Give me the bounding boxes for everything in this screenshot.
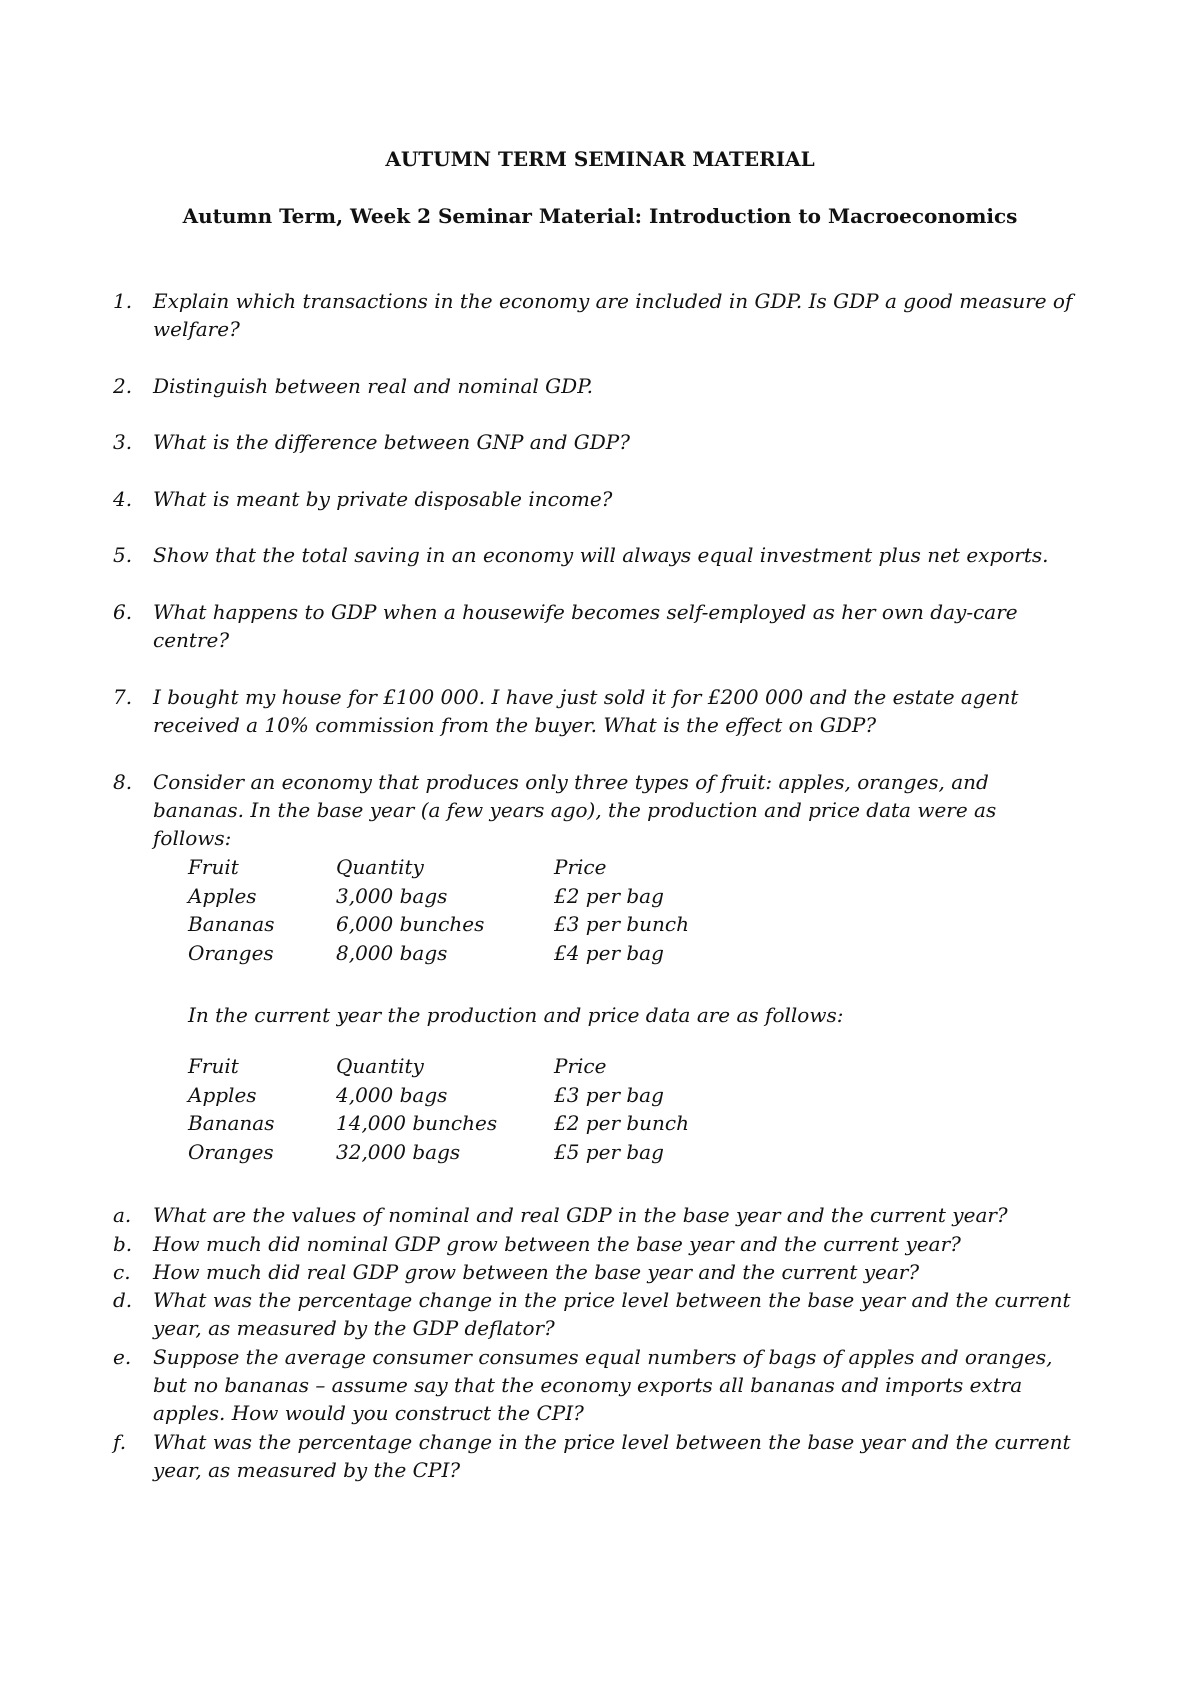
table-header-cell: Fruit bbox=[188, 1054, 239, 1078]
question-text: Distinguish between real and nominal GDP. bbox=[153, 374, 593, 398]
subquestion-letter: d. bbox=[113, 1288, 133, 1312]
table-cell: 14,000 bunches bbox=[336, 1111, 498, 1135]
table-row bbox=[188, 1081, 748, 1110]
question-text: Explain which transactions in the economy are included in GDP. Is GDP a good measure of welfare? bbox=[153, 289, 1073, 341]
table-row bbox=[188, 910, 748, 939]
subquestion-a bbox=[113, 1201, 1073, 1229]
question-5 bbox=[113, 541, 1073, 569]
base-year-table bbox=[188, 853, 748, 967]
question-1 bbox=[113, 287, 1073, 343]
table-header-cell: Fruit bbox=[188, 855, 239, 879]
question-3 bbox=[113, 428, 1073, 456]
table-row bbox=[188, 1138, 748, 1167]
question-number: 7. bbox=[113, 685, 133, 709]
subquestion-f bbox=[113, 1428, 1073, 1484]
table-cell: Apples bbox=[188, 883, 257, 908]
question-text: Show that the total saving in an economy will always equal investment plus net exports. bbox=[153, 543, 1049, 567]
table-row bbox=[188, 1109, 748, 1138]
question-text: What is meant by private disposable income? bbox=[153, 487, 613, 511]
question-7 bbox=[113, 683, 1073, 739]
subquestion-text: Suppose the average consumer consumes equal numbers of bags of apples and oranges, but no bananas – assume say that the economy exports all bananas and imports extra apples. How would you construct the CPI? bbox=[153, 1345, 1053, 1425]
table-cell: 8,000 bags bbox=[336, 940, 448, 965]
subquestion-e bbox=[113, 1343, 1073, 1427]
table-cell: 6,000 bunches bbox=[336, 912, 485, 936]
table-header-row bbox=[188, 1052, 748, 1081]
question-number: 4. bbox=[113, 487, 133, 511]
question-text: Consider an economy that produces only three types of fruit: apples, oranges, and bananas. In the base year (a few years ago), the production and price data were as follows: bbox=[153, 770, 997, 850]
table-cell: Oranges bbox=[188, 940, 274, 965]
document-title: AUTUMN TERM SEMINAR MATERIAL bbox=[385, 147, 815, 171]
question-6 bbox=[113, 598, 1073, 654]
subquestion-text: How much did nominal GDP grow between the base year and the current year? bbox=[153, 1232, 961, 1256]
question-8 bbox=[113, 768, 1073, 852]
subquestion-d bbox=[113, 1286, 1073, 1342]
table-cell: £3 per bag bbox=[554, 1082, 664, 1107]
table-cell: £3 per bunch bbox=[554, 912, 690, 936]
subquestion-letter: e. bbox=[113, 1345, 132, 1369]
subquestion-c bbox=[113, 1258, 1073, 1286]
table-cell: £5 per bag bbox=[554, 1139, 664, 1164]
subquestion-letter: f. bbox=[113, 1430, 127, 1454]
question-number: 5. bbox=[113, 543, 133, 567]
table-row bbox=[188, 939, 748, 968]
subquestion-letter: a. bbox=[113, 1203, 132, 1227]
document-subtitle: Autumn Term, Week 2 Seminar Material: Introduction to Macroeconomics bbox=[182, 204, 1018, 228]
table-header-row bbox=[188, 853, 748, 882]
question-number: 3. bbox=[113, 430, 133, 454]
subquestion-letter: c. bbox=[113, 1260, 131, 1284]
question-2 bbox=[113, 372, 1073, 400]
subquestion-letter: b. bbox=[113, 1232, 133, 1256]
question-4 bbox=[113, 485, 1073, 513]
table-cell: Bananas bbox=[188, 912, 275, 936]
table-cell: £2 per bunch bbox=[554, 1111, 690, 1135]
table-cell: Oranges bbox=[188, 1139, 274, 1164]
subquestion-b bbox=[113, 1230, 1073, 1258]
table-cell: Apples bbox=[188, 1082, 257, 1107]
question-number: 6. bbox=[113, 600, 133, 624]
subquestion-text: What was the percentage change in the price level between the base year and the current year, as measured by the CPI? bbox=[153, 1430, 1071, 1482]
question-number: 8. bbox=[113, 770, 133, 794]
question-text: I bought my house for £100 000. I have just sold it for £200 000 and the estate agent received a 10% commission from the buyer. What is the effect on GDP? bbox=[153, 685, 1019, 737]
current-year-intro: In the current year the production and price data are as follows: bbox=[188, 1003, 844, 1027]
table-header-cell: Quantity bbox=[336, 1054, 424, 1078]
subquestion-text: How much did real GDP grow between the base year and the current year? bbox=[153, 1260, 920, 1284]
table-cell: £4 per bag bbox=[554, 940, 664, 965]
table-cell: 32,000 bags bbox=[336, 1139, 461, 1164]
table-header-cell: Quantity bbox=[336, 855, 424, 879]
table-cell: 4,000 bags bbox=[336, 1082, 448, 1107]
question-text: What is the difference between GNP and GDP? bbox=[153, 430, 630, 454]
table-cell: £2 per bag bbox=[554, 883, 664, 908]
table-header-cell: Price bbox=[554, 1054, 607, 1078]
subquestion-text: What are the values of nominal and real GDP in the base year and the current year? bbox=[153, 1203, 1008, 1227]
question-number: 1. bbox=[113, 289, 133, 313]
question-number: 2. bbox=[113, 374, 133, 398]
table-cell: Bananas bbox=[188, 1111, 275, 1135]
table-cell: 3,000 bags bbox=[336, 883, 448, 908]
subquestion-text: What was the percentage change in the price level between the base year and the current year, as measured by the GDP deflator? bbox=[153, 1288, 1071, 1340]
current-year-table bbox=[188, 1052, 748, 1166]
table-header-cell: Price bbox=[554, 855, 607, 879]
table-row bbox=[188, 882, 748, 911]
question-text: What happens to GDP when a housewife becomes self-employed as her own day-care centre? bbox=[153, 600, 1018, 652]
